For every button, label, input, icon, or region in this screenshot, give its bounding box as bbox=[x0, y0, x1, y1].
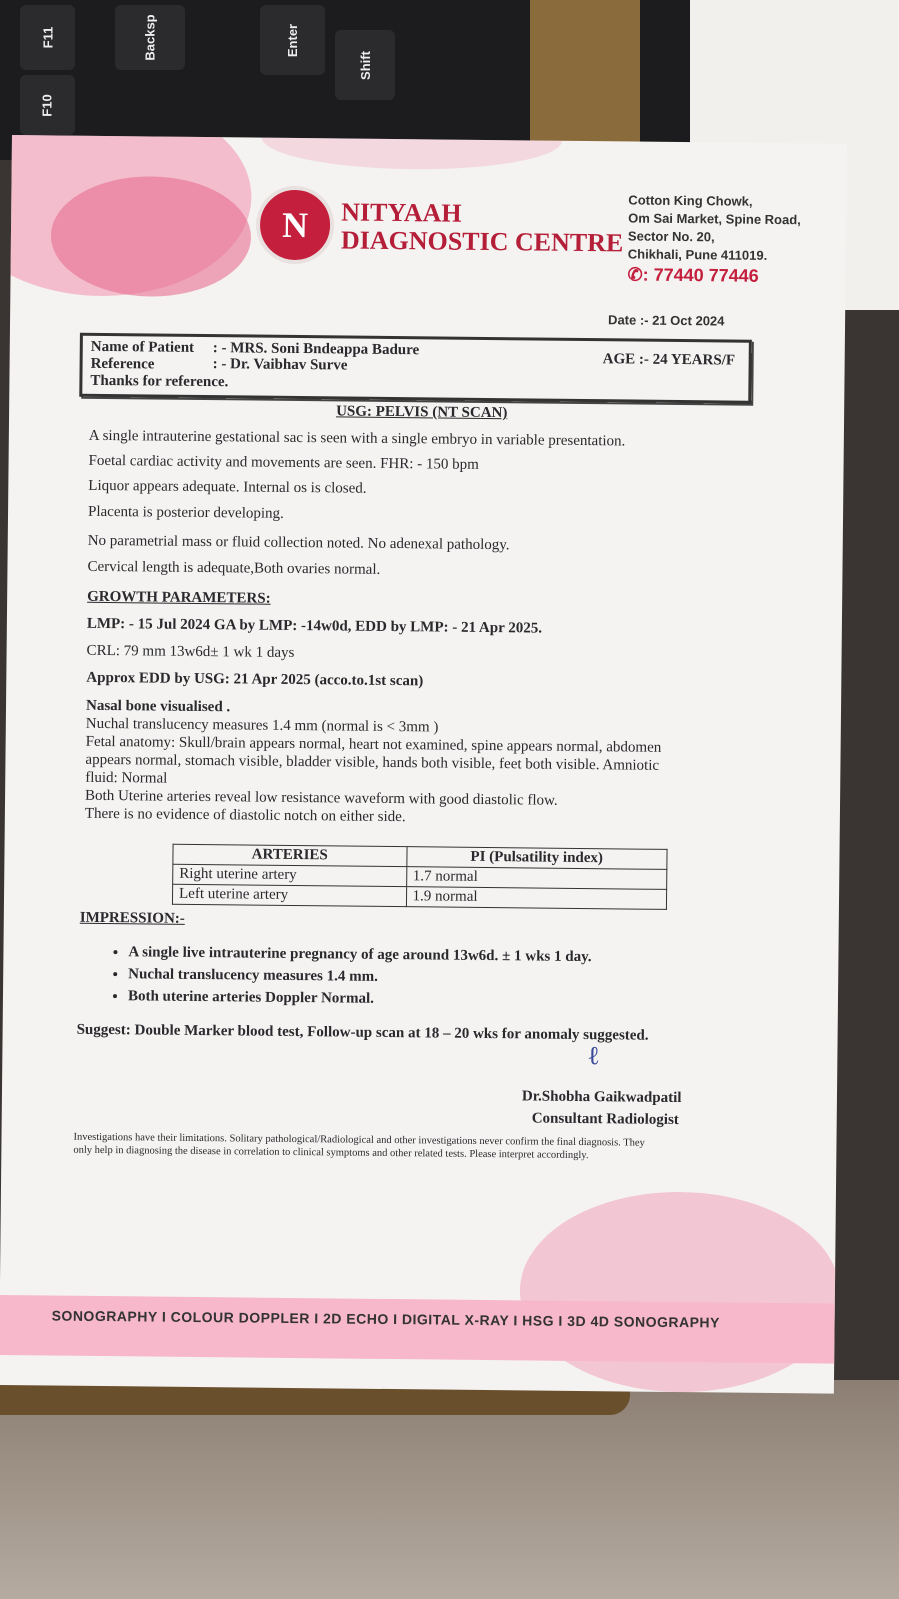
disclaimer: Investigations have their limitations. Solitary pathological/Radiological and other investigations never confirm the final diagnosis. They only help in diagnosing the disease in correlation to clinical symptoms and other related tests. Please interpret accordingly. bbox=[73, 1131, 645, 1162]
reference-label: Reference bbox=[90, 355, 155, 373]
impression-title: IMPRESSION:- bbox=[79, 909, 185, 927]
impression-item: • Both uterine arteries Doppler Normal. bbox=[128, 985, 591, 1012]
phone: ✆: 77440 77446 bbox=[627, 264, 759, 286]
logo: N bbox=[256, 186, 335, 265]
detail-line: Nasal bone visualised . bbox=[85, 697, 231, 716]
finding: No parametrial mass or fluid collection noted. No adenexal pathology. bbox=[87, 532, 510, 554]
detail-line: appears normal, stomach visible, bladder visible, hands both visible, feet both visible. Amniotic bbox=[85, 751, 660, 774]
detail-line: Both Uterine arteries reveal low resistance waveform with good diastolic flow. bbox=[85, 787, 558, 809]
detail-line: Fetal anatomy: Skull/brain appears normal, heart not examined, spine appears normal, abdomen bbox=[85, 733, 662, 756]
decor-petal bbox=[262, 135, 563, 171]
finding: Foetal cardiac activity and movements are seen. FHR: - 150 bpm bbox=[88, 452, 479, 473]
finding: Liquor appears adequate. Internal os is closed. bbox=[88, 477, 367, 497]
patient-box bbox=[79, 333, 752, 404]
growth-line: CRL: 79 mm 13w6d± 1 wk 1 days bbox=[86, 642, 295, 661]
name-label: Name of Patient bbox=[90, 338, 195, 356]
detail-line: There is no evidence of diastolic notch on either side. bbox=[84, 805, 406, 826]
desk-wood bbox=[530, 0, 640, 160]
patient-name: : - MRS. Soni Bndeappa Badure bbox=[212, 340, 420, 359]
table-header-row: ARTERIES PI (Pulsatility index) bbox=[173, 844, 667, 869]
finding: Placenta is posterior developing. bbox=[87, 503, 284, 522]
key-backspace: Backsp bbox=[115, 5, 185, 70]
address: Cotton King Chowk, Om Sai Market, Spine Road, Sector No. 20, Chikhali, Pune 411019. bbox=[627, 192, 801, 263]
finding: Cervical length is adequate,Both ovaries normal. bbox=[87, 558, 381, 578]
signature: ℓ bbox=[587, 1041, 601, 1071]
report-page bbox=[0, 135, 847, 1394]
key-enter: Enter bbox=[260, 5, 325, 75]
growth-line: Approx EDD by USG: 21 Apr 2025 (acco.to.1st scan) bbox=[86, 669, 424, 690]
doctor-name: Dr.Shobha Gaikwadpatil bbox=[521, 1088, 682, 1107]
table-row: Left uterine artery 1.9 normal bbox=[172, 884, 666, 909]
impression-item: • Nuchal translucency measures 1.4 mm. bbox=[128, 963, 591, 990]
reference-doctor: : - Dr. Vaibhav Surve bbox=[212, 356, 348, 374]
key-f11: F11 bbox=[20, 5, 75, 70]
impression-list bbox=[128, 941, 592, 1012]
table-row: Right uterine artery 1.7 normal bbox=[173, 864, 667, 889]
impression-item: • A single live intrauterine pregnancy of age around 13w6d. ± 1 wks 1 day. bbox=[128, 941, 591, 968]
growth-line: LMP: - 15 Jul 2024 GA by LMP: -14w0d, EDD by LMP: - 21 Apr 2025. bbox=[86, 615, 543, 637]
arteries-table bbox=[172, 844, 668, 910]
detail-line: fluid: Normal bbox=[85, 769, 168, 787]
detail-line: Nuchal translucency measures 1.4 mm (normal is < 3mm ) bbox=[85, 715, 439, 736]
key-shift: Shift bbox=[335, 30, 395, 100]
doctor-designation: Consultant Radiologist bbox=[531, 1110, 679, 1129]
key-f10: F10 bbox=[20, 75, 75, 135]
report-date: Date :- 21 Oct 2024 bbox=[608, 312, 725, 329]
decor-petal bbox=[50, 175, 251, 297]
brand-subtitle: DIAGNOSTIC CENTRE bbox=[340, 225, 624, 258]
services-list: SONOGRAPHY I COLOUR DOPPLER I 2D ECHO I DIGITAL X-RAY I HSG I 3D 4D SONOGRAPHY bbox=[51, 1307, 721, 1331]
thanks-text: Thanks for reference. bbox=[90, 372, 229, 391]
patient-age: AGE :- 24 YEARS/F bbox=[602, 351, 736, 369]
growth-title: GROWTH PARAMETERS: bbox=[87, 588, 271, 607]
brand-name: NITYAAH bbox=[341, 197, 462, 228]
finding: A single intrauterine gestational sac is seen with a single embryo in variable presentation. bbox=[88, 427, 626, 450]
report-title: USG: PELVIS (NT SCAN) bbox=[336, 403, 508, 422]
suggestion: Suggest: Double Marker blood test, Follow-up scan at 18 – 20 wks for anomaly suggested. bbox=[76, 1021, 649, 1044]
